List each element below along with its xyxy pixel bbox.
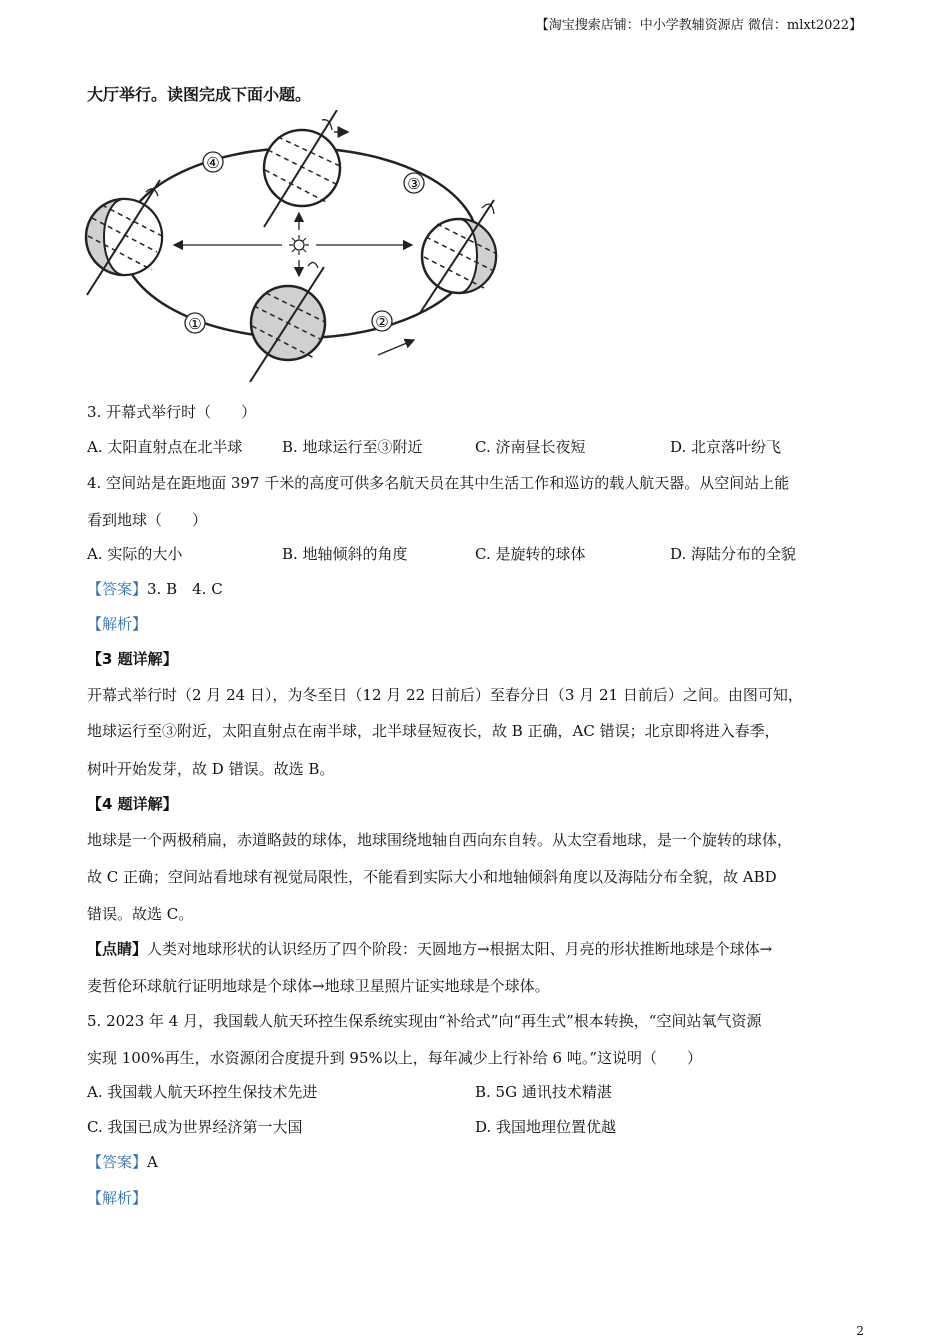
answer-tag-2: 【答案】: [87, 1153, 148, 1171]
q3-option-c: C. 济南昼长夜短: [475, 438, 586, 456]
q4-option-b: B. 地轴倾斜的角度: [282, 545, 408, 563]
earth-left: [86, 180, 162, 295]
svg-text:②: ②: [375, 313, 389, 331]
tip-text: 人类对地球形状的认识经历了四个阶段：天圆地方→根据太阳、月亮的形状推断地球是个球体→: [147, 940, 773, 958]
intro-text: 大厅举行。读图完成下面小题。: [87, 85, 312, 104]
q3-option-a: A. 太阳直射点在北半球: [87, 438, 243, 456]
answer-tag: 【答案】: [87, 580, 148, 598]
earth-orbit-diagram: [82, 110, 512, 395]
q5-stem-line2: 实现 100%再生，水资源闭合度提升到 95%以上，每年减少上行补给 6 吨。”这说明（ ）: [87, 1049, 703, 1067]
detail3-line2: 地球运行至③附近，太阳直射点在南半球，北半球昼短夜长，故 B 正确，AC 错误；北京即将进入春季，: [87, 722, 780, 740]
q3-stem: 3. 开幕式举行时（ ）: [87, 403, 257, 421]
detail4-line3: 错误。故选 C。: [87, 905, 194, 923]
detail4-title: 【4 题详解】: [87, 795, 178, 813]
detail3-line3: 树叶开始发芽，故 D 错误。故选 B。: [87, 760, 335, 778]
watermark-header: 【淘宝搜索店铺：中小学教辅资源店 微信：mlxt2022】: [535, 18, 862, 33]
q4-option-a: A. 实际的大小: [87, 545, 183, 563]
earth-right: [420, 200, 496, 313]
answer-text: 3. B 4. C: [147, 580, 223, 598]
sun-icon: [289, 235, 309, 255]
svg-text:④: ④: [206, 154, 220, 172]
answer-block-1: [87, 578, 223, 599]
q5-option-d: D. 我国地理位置优越: [475, 1118, 617, 1136]
label-2: [372, 311, 392, 331]
label-1: [185, 313, 205, 333]
q4-option-c: C. 是旋转的球体: [475, 545, 586, 563]
tip-line1: [87, 938, 772, 959]
detail3-line1: 开幕式举行时（2 月 24 日），为冬至日（12 月 22 日前后）至春分日（3 月 21 日前后）之间。由图可知，: [87, 686, 803, 704]
q5-option-b: B. 5G 通讯技术精湛: [475, 1083, 612, 1101]
q5-option-a: A. 我国载人航天环控生保技术先进: [87, 1083, 318, 1101]
q5-option-c: C. 我国已成为世界经济第一大国: [87, 1118, 303, 1136]
answer-block-2: [87, 1151, 158, 1172]
answer-text-2: A: [147, 1153, 158, 1171]
svg-text:①: ①: [188, 315, 202, 333]
tip-tag: 【点睛】: [87, 940, 148, 958]
q4-option-d: D. 海陆分布的全貌: [670, 545, 797, 563]
q5-stem-line1: 5. 2023 年 4 月，我国载人航天环控生保系统实现由“补给式”向“再生式”根本转换，“空间站氧气资源: [87, 1012, 762, 1030]
tip-line2: 麦哲伦环球航行证明地球是个球体→地球卫星照片证实地球是个球体。: [87, 977, 550, 995]
earth-bottom: [250, 262, 325, 382]
q4-stem-line2: 看到地球（ ）: [87, 511, 208, 529]
detail4-line2: 故 C 正确；空间站看地球有视觉局限性，不能看到实际大小和地轴倾斜角度以及海陆分布全貌，故 ABD: [87, 868, 777, 886]
analysis-tag-1: 【解析】: [87, 615, 148, 633]
label-3: [404, 173, 424, 193]
detail4-line1: 地球是一个两极稍扁，赤道略鼓的球体，地球围绕地轴自西向东自转。从太空看地球，是一个旋转的球体，: [87, 831, 793, 849]
q4-stem-line1: 4. 空间站是在距地面 397 千米的高度可供多名航天员在其中生活工作和巡访的载人航天器。从空间站上能: [87, 474, 790, 492]
svg-text:③: ③: [407, 175, 421, 193]
analysis-tag-2: 【解析】: [87, 1189, 148, 1207]
detail3-title: 【3 题详解】: [87, 650, 178, 668]
sun-glyph: ☼: [82, 110, 83, 111]
earth-top: [264, 110, 348, 227]
orbit-direction-arrow: [378, 340, 414, 355]
q3-option-d: D. 北京落叶纷飞: [670, 438, 782, 456]
label-4: [203, 152, 223, 172]
page-number: 2: [856, 1324, 864, 1338]
q3-option-b: B. 地球运行至③附近: [282, 438, 423, 456]
